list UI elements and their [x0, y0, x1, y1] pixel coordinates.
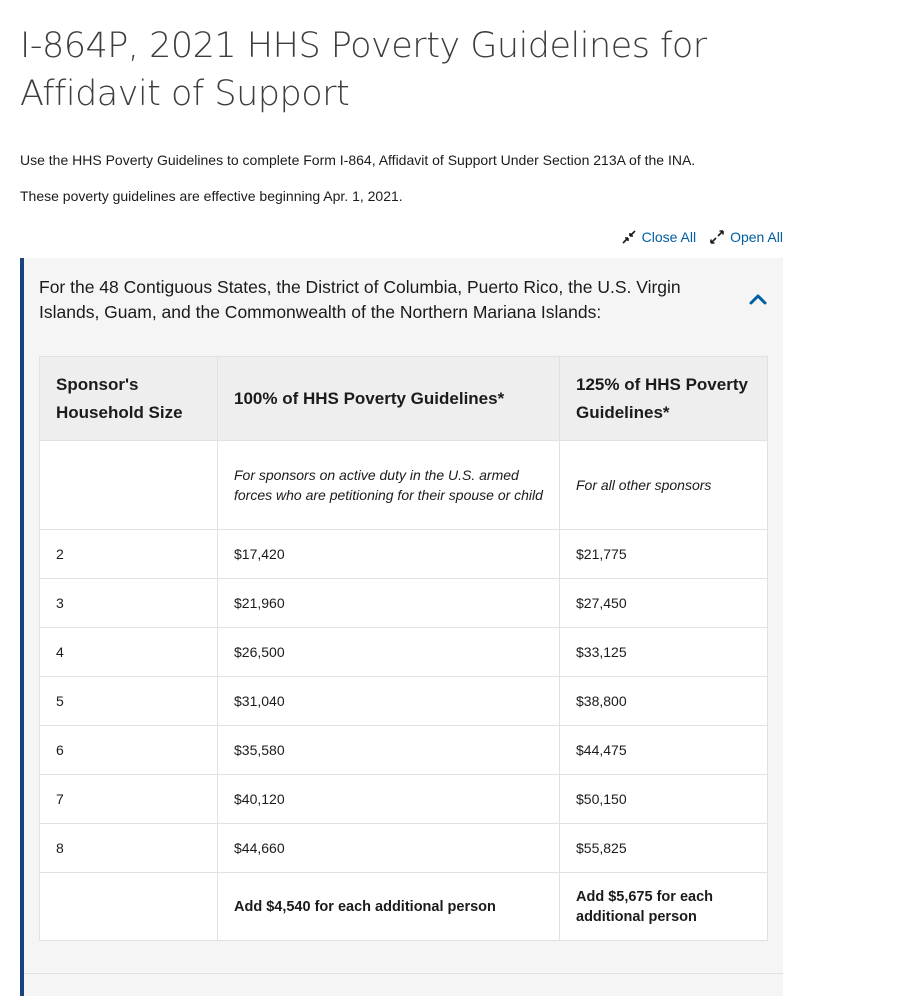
guideline-125-cell: $38,800	[560, 677, 768, 726]
guideline-100-cell: $17,420	[218, 530, 560, 579]
guideline-125-cell: $27,450	[560, 579, 768, 628]
guideline-125-cell: $50,150	[560, 775, 768, 824]
household-size-cell: 3	[40, 579, 218, 628]
household-size-cell: 2	[40, 530, 218, 579]
header-household-size: Sponsor's Household Size	[40, 357, 218, 441]
accordion-heading[interactable]: For the 48 Contiguous States, the District of Columbia, Puerto Rico, the U.S. Virgin Islands, Guam, and the Commonwealth of the Northern Mariana Islands:	[39, 277, 681, 322]
table-row	[40, 579, 768, 628]
table-row	[40, 726, 768, 775]
page-title: I-864P, 2021 HHS Poverty Guidelines for Affidavit of Support	[20, 26, 707, 114]
effective-date-text: These poverty guidelines are effective beginning Apr. 1, 2021.	[20, 188, 403, 204]
guideline-125-cell: $21,775	[560, 530, 768, 579]
guideline-100-cell: $44,660	[218, 824, 560, 873]
open-all-label: Open All	[730, 229, 783, 245]
chevron-up-icon	[749, 293, 767, 305]
divider	[24, 973, 783, 974]
subheader-cell: For sponsors on active duty in the U.S. armed forces who are petitioning for their spouse or child	[218, 441, 560, 530]
table-row	[40, 775, 768, 824]
intro-text: Use the HHS Poverty Guidelines to complete Form I-864, Affidavit of Support Under Section 213A of the INA.	[20, 152, 696, 168]
additional-person-cell: Add $5,675 for each additional person	[560, 873, 768, 941]
close-all-button[interactable]	[622, 229, 696, 245]
guideline-100-cell: $35,580	[218, 726, 560, 775]
household-size-cell: 6	[40, 726, 218, 775]
header-100-percent: 100% of HHS Poverty Guidelines*	[218, 357, 560, 441]
table-row	[40, 628, 768, 677]
guideline-125-cell: $33,125	[560, 628, 768, 677]
guideline-100-cell: $31,040	[218, 677, 560, 726]
header-125-percent: 125% of HHS Poverty Guidelines*	[560, 357, 768, 441]
guideline-100-cell: $21,960	[218, 579, 560, 628]
guideline-100-cell: $26,500	[218, 628, 560, 677]
additional-person-row	[40, 873, 768, 941]
guideline-100-cell: $40,120	[218, 775, 560, 824]
household-size-cell: 5	[40, 677, 218, 726]
table-row	[40, 677, 768, 726]
close-all-label: Close All	[641, 229, 697, 245]
additional-person-cell: Add $4,540 for each additional person	[218, 873, 560, 941]
table-row	[40, 530, 768, 579]
table-row	[40, 824, 768, 873]
collapse-arrows-icon	[622, 230, 636, 244]
household-size-cell: 8	[40, 824, 218, 873]
guideline-125-cell: $44,475	[560, 726, 768, 775]
table-header-row	[40, 357, 768, 441]
subheader-cell	[40, 441, 218, 530]
subheader-cell: For all other sponsors	[560, 441, 768, 530]
accordion-controls	[622, 229, 783, 245]
table-subheader-row	[40, 441, 768, 530]
household-size-cell: 7	[40, 775, 218, 824]
guideline-125-cell: $55,825	[560, 824, 768, 873]
household-size-cell: 4	[40, 628, 218, 677]
open-all-button[interactable]	[710, 229, 783, 245]
additional-person-cell	[40, 873, 218, 941]
accordion-toggle[interactable]	[747, 288, 769, 310]
expand-arrows-icon	[710, 230, 724, 244]
poverty-guidelines-accordion	[20, 258, 783, 996]
poverty-guidelines-table	[39, 356, 768, 941]
